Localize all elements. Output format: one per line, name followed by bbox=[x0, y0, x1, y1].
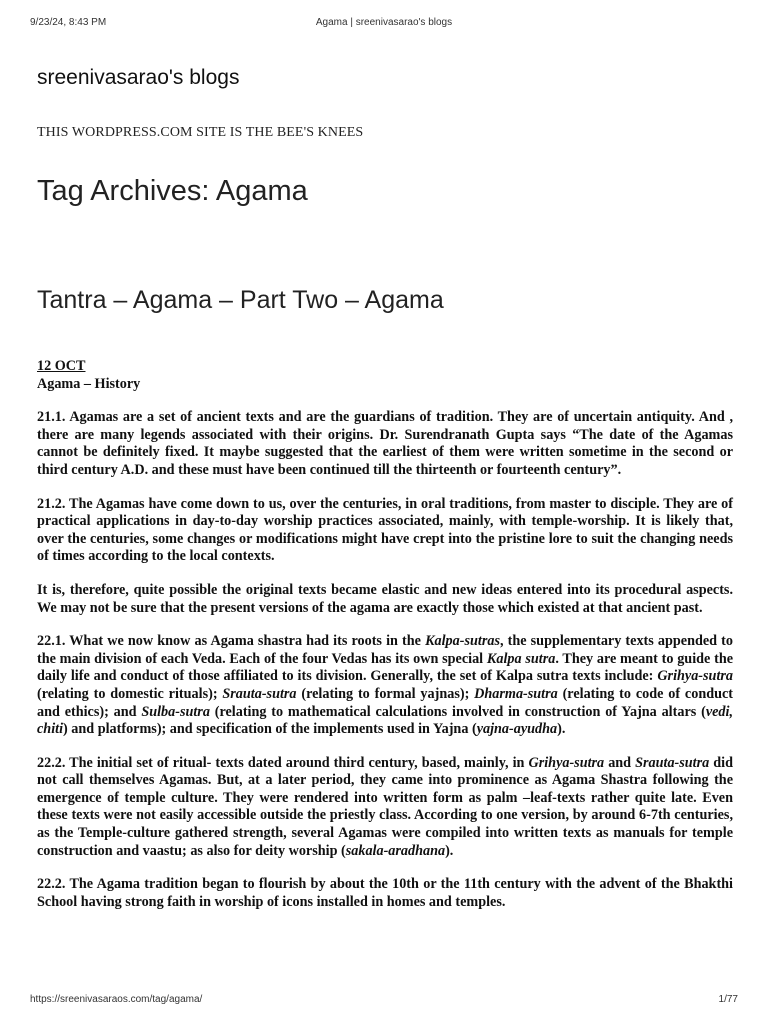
print-header bbox=[0, 17, 768, 31]
paragraph-text: It is, therefore, quite possible the original texts became elastic and new ideas entered into its procedural aspects. We may not be sure that the present versions of the agama are exactly those which existed at that ancient past. bbox=[37, 581, 733, 616]
italic-term: Sulba-sutra bbox=[141, 703, 210, 720]
post-content bbox=[37, 358, 733, 927]
post-paragraph bbox=[37, 755, 733, 861]
italic-term: Kalpa-sutras bbox=[425, 633, 500, 650]
post-paragraph bbox=[37, 633, 733, 739]
post-paragraph bbox=[37, 409, 733, 479]
post-subtitle: Agama – History bbox=[37, 375, 141, 392]
post-paragraph bbox=[37, 496, 733, 566]
paragraph-text: (relating to domestic rituals); bbox=[37, 685, 223, 702]
post-paragraph bbox=[37, 582, 733, 617]
site-title-link[interactable]: sreenivasarao's blogs bbox=[37, 66, 240, 89]
italic-term: sakala-aradhana bbox=[345, 842, 446, 859]
post-title-link[interactable]: Tantra – Agama – Part Two – Agama bbox=[37, 286, 444, 314]
paragraph-text: (relating to mathematical calculations involved in construction of Yajna altars ( bbox=[209, 703, 706, 720]
paragraph-text: ) and platforms); and specification of the implements used in Yajna ( bbox=[63, 721, 477, 738]
paragraph-text: and bbox=[604, 754, 636, 771]
post-date-link[interactable]: 12 OCT bbox=[37, 358, 86, 374]
paragraph-text: (relating to code of conduct and ethics); and bbox=[37, 685, 734, 720]
paragraph-text: 21.2. The Agamas have come down to us, over the centuries, in oral traditions, from master to disciple. They are of practical applications in day-to-day worship practices associated, mainly, with temple-worship. It is likely that, over the centuries, some changes or modifications might have crept into the pristine lore to suit the changing needs of times according to the local contexts. bbox=[37, 495, 733, 565]
paragraph-text: ). bbox=[557, 721, 566, 738]
print-page-number: 1/77 bbox=[718, 994, 738, 1005]
italic-term: yajna-ayudha bbox=[476, 721, 558, 738]
italic-term: Grihya-sutra bbox=[528, 754, 605, 771]
paragraph-text: 21.1. Agamas are a set of ancient texts and are the guardians of tradition. They are of uncertain antiquity. And , there are many legends associated with their origins. Dr. Surendranath Gupta says “The date of the Agamas cannot be definitely fixed. It maybe suggested that the earliest of them were written sometime in the second or third century A.D. and these must have been continued till the thirteenth or fourteenth century”. bbox=[37, 409, 733, 478]
print-url: https://sreenivasaraos.com/tag/agama/ bbox=[30, 994, 203, 1005]
print-datetime: 9/23/24, 8:43 PM bbox=[30, 17, 107, 28]
paragraph-text: 22.2. The Agama tradition began to flourish by about the 10th or the 11th century with the advent of the Bhakthi School having strong faith in worship of icons installed in homes and temples. bbox=[37, 876, 733, 910]
post-paragraphs bbox=[37, 409, 733, 911]
paragraph-text: ). bbox=[445, 842, 454, 859]
site-tagline: THIS WORDPRESS.COM SITE IS THE BEE'S KNEES bbox=[37, 125, 364, 140]
archive-title: Tag Archives: Agama bbox=[37, 175, 308, 207]
paragraph-text: 22.1. What we now know as Agama shastra had its roots in the bbox=[37, 633, 426, 650]
italic-term: Srauta-sutra bbox=[635, 754, 710, 771]
italic-term: Srauta-sutra bbox=[222, 685, 297, 702]
italic-term: vedi, chiti bbox=[37, 703, 733, 738]
italic-term: Dharma-sutra bbox=[474, 685, 558, 702]
paragraph-text: (relating to formal yajnas); bbox=[296, 685, 475, 702]
print-footer bbox=[0, 994, 768, 1008]
print-page-title: Agama | sreenivasarao's blogs bbox=[315, 17, 453, 28]
paragraph-text: did not call themselves Agamas. But, at a later period, they came into prominence as Agama Shastra following the emergence of temple culture. They were rendered into written form as palm –leaf-texts rather quite late. Even these texts were not easily accessible outside the priestly class. According to one version, by around 6-7th centuries, as the Temple-culture gathered strength, several Agamas were compiled into written texts as manuals for temple construction and vaastu; as also for deity worship ( bbox=[37, 754, 733, 859]
post-paragraph bbox=[37, 876, 733, 911]
italic-term: Kalpa sutra bbox=[486, 650, 556, 667]
paragraph-text: . They are meant to guide the daily life and conduct of those affiliated to its division. Generally, the set of Kalpa sutra texts include: bbox=[37, 650, 734, 685]
italic-term: Grihya-sutra bbox=[657, 668, 733, 685]
paragraph-text: , the supplementary texts appended to the main division of each Veda. Each of the four Vedas has its own special bbox=[37, 633, 733, 667]
paragraph-text: 22.2. The initial set of ritual- texts dated around third century, based, mainly, in bbox=[37, 754, 529, 771]
